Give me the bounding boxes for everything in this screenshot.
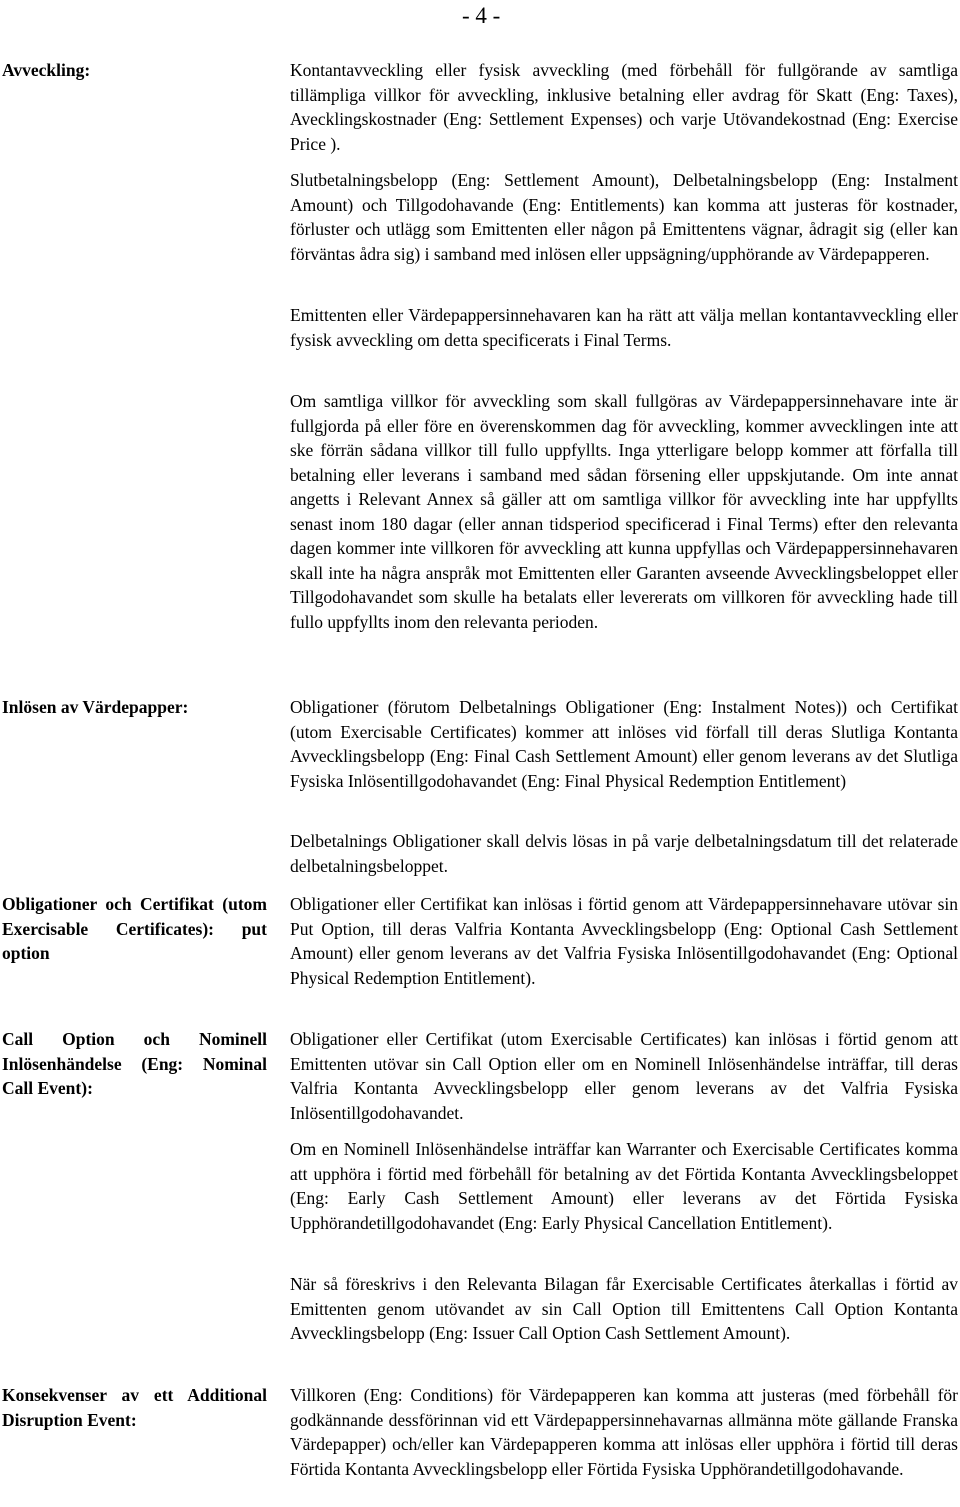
paragraph-redemption-final: Obligationer (förutom Delbetalnings Obligationer (Eng: Instalment Notes)) och Certifikat (utom Exercisable Certificates) kommer att inlöses vid förfall till deras Slutliga Kontanta Avvecklingsbelopp (Eng: Final Cash Settlement Amount) eller genom leverans av det Slutliga Fysiska Inlösentillgodohavandet (Eng: Final Physical Redemption Entitlement) (290, 697, 958, 791)
paragraph-instalment-redemption: Delbetalnings Obligationer skall delvis lösas in på varje delbetalningsdatum till det relaterade delbetalningsbeloppet. (290, 831, 958, 876)
paragraph-settlement-method: Kontantavveckling eller fysisk avveckling (med förbehåll för fullgörande av samtliga tillämpliga villkor för avveckling, inklusive betalning eller avdrag för Skatt (Eng: Taxes), Avecklingskostnader (Eng: Settlement Expenses) och varje Utövandekostnad (Eng: Exercise Price ). (290, 60, 958, 154)
paragraph-call-option: Obligationer eller Certifikat (utom Exercisable Certificates) kan inlösas i förtid genom att Emittenten utövar sin Call Option eller om en Nominell Inlösenhändelse inträffar, till deras Valfria Kontanta Avvecklingsbelopp eller genom leverans av det Valfria Fysiska Inlösentillgodohavandet. (290, 1029, 958, 1123)
paragraph-put-option: Obligationer eller Certifikat kan inlösas i förtid genom att Värdepappersinnehavare utövar sin Put Option, till deras Valfria Kontanta Avvecklingsbelopp (Eng: Optional Cash Settlement Amount) eller genom leverans av det Valfria Fysiska Inlösentillgodohavandet (Eng: Optional Physical Redemption Entitlement). (290, 894, 958, 988)
paragraph-settlement-election: Emittenten eller Värdepappersinnehavaren kan ha rätt att välja mellan kontantavveckling eller fysisk avveckling om detta specificerats i Final Terms. (290, 305, 958, 350)
section-label-redemption: Inlösen av Värdepapper: (2, 697, 189, 717)
paragraph-settlement-adjustment: Slutbetalningsbelopp (Eng: Settlement Amount), Delbetalningsbelopp (Eng: Instalment Amount) och Tillgodohavande (Eng: Entitlements) kan komma att justeras för kostnader, förluster och utlägg som Emittenten eller någon på Emittentens vägnar, ådragit sig (eller kan förväntas ådra sig) i samband med inlösen eller uppsägning/upphörande av Värdepapperen. (290, 170, 958, 264)
section-label-avveckling: Avveckling: (2, 60, 91, 80)
page-number: - 4 - (462, 3, 501, 28)
paragraph-nominal-call-event: Om en Nominell Inlösenhändelse inträffar kan Warranter och Exercisable Certificates komma att upphöra i förtid med förbehåll för betalning av det Förtida Kontanta Avvecklingsbeloppet (Eng: Early Cash Settlement Amount) eller leverans av det Förtida Fysiska Upphörandetillgodohavandet (Eng: Early Physical Cancellation Entitlement). (290, 1139, 958, 1233)
paragraph-issuer-call-option: När så föreskrivs i den Relevanta Bilagan får Exercisable Certificates återkallas i förtid av Emittenten genom utövandet av sin Call Option till Emittentens Call Option Kontanta Avvecklingsbelopp (Eng: Issuer Call Option Cash Settlement Amount). (290, 1274, 958, 1343)
paragraph-settlement-conditions: Om samtliga villkor för avveckling som skall fullgöras av Värdepappersinnehavare inte är fullgjorda på eller före en överenskommen dag för avveckling, kommer avvecklingen inte att ske förrän sådana villkor till fullo uppfyllts. Inga ytterligare belopp kommer att förfalla till betalning eller leverans i samband med sådan försening eller uppskjutande. Om inte annat angetts i Relevant Annex så gäller att om samtliga villkor för avveckling inte har uppfyllts senast inom 180 dagar (eller annan tidsperiod specificerad i Final Terms) efter den relevanta dagen kommer inte villkoren för avveckling att kunna uppfyllas och Värdepappersinnehavaren skall inte ha några anspråk mot Emittenten eller Garanten avseende Avvecklingsbeloppet eller Tillgodohavandet som skulle ha betalats eller levererats om villkoren för avveckling hade till fullo uppfyllts inom den relevanta perioden. (290, 391, 958, 632)
section-label-call-option: Call Option och Nominell Inlösenhändelse (Eng: Nominal Call Event): (2, 1029, 267, 1098)
paragraph-disruption-consequences: Villkoren (Eng: Conditions) för Värdepapperen kan komma att justeras (med förbehåll för godkännande dessförinnan vid ett Värdepappersinnehavarnas allmänna möte gällande Franska Värdepapper) och/eller kan Värdepapperen komma att inlösas eller upphöra i förtid till deras Förtida Kontanta Avvecklingsbelopp eller Förtida Fysiska Upphörandetillgodohavande. (290, 1385, 958, 1479)
section-label-disruption-event: Konsekvenser av ett Additional Disruption Event: (2, 1385, 267, 1430)
section-label-put-option: Obligationer och Certifikat (utom Exercisable Certificates): put option (2, 894, 267, 963)
